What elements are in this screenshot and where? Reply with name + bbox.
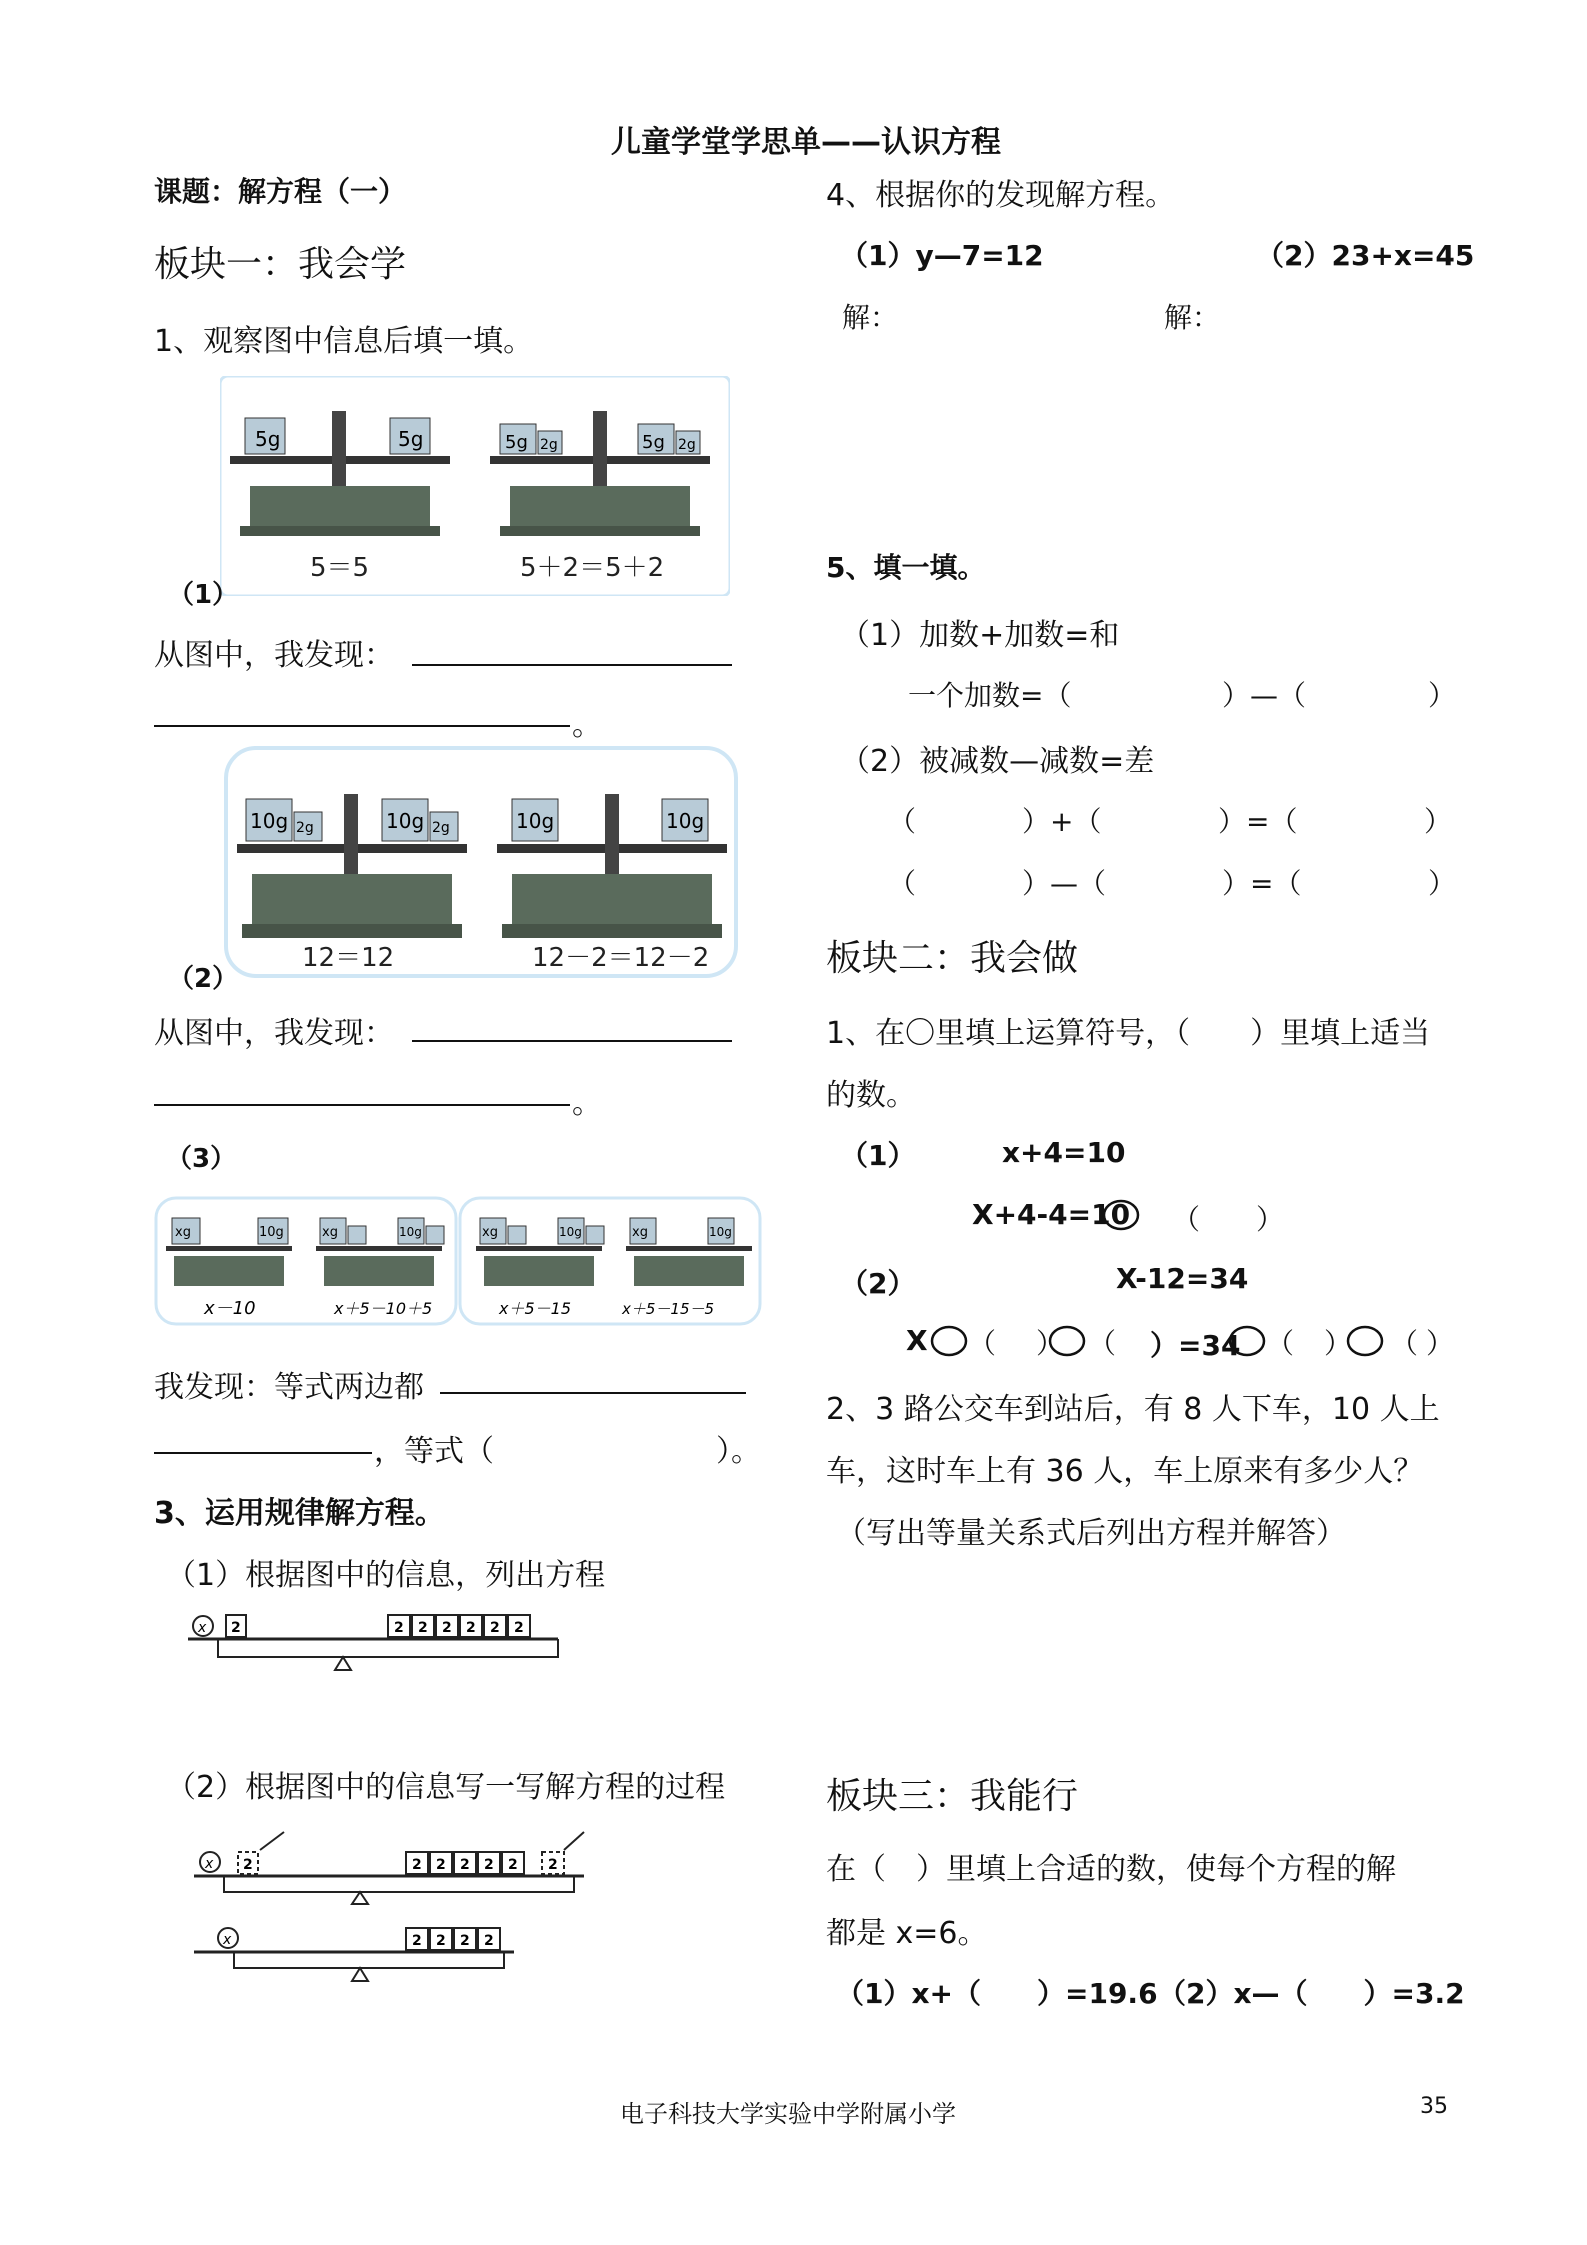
minus-sign: ）—（ [1022,867,1107,900]
p2-paren-close: ） [1036,1327,1065,1360]
answer-blank[interactable] [154,725,570,727]
q5-1b-pre: 一个加数=（ [908,679,1072,712]
operator-circle[interactable] [1102,1198,1142,1232]
svg-text:2g: 2g [432,820,450,836]
p1-eq: x+4=10 [1002,1136,1126,1169]
paren-close: ） [1424,805,1453,838]
answer-blank[interactable] [154,1452,372,1454]
svg-text:x: x [205,1856,214,1872]
topic-label: 课题：解方程（一） [154,175,407,208]
b3-p1: （1）x+（ ）=19.6 [836,1977,1158,2010]
block2-heading: 板块二：我会做 [826,938,1079,979]
b2-q1b: 的数。 [826,1078,916,1113]
svg-text:2: 2 [412,1857,422,1873]
p2-paren-open: （ [968,1327,997,1360]
period: 。 [572,708,602,743]
svg-text:2: 2 [436,1933,446,1949]
b2-q2a: 2、3 路公交车到站后，有 8 人下车，10 人上 [826,1392,1440,1427]
svg-text:5g: 5g [642,432,665,453]
lever-diagram-1 [188,1612,568,1676]
fig1-label: （1） [168,580,239,610]
svg-text:2g: 2g [296,820,314,836]
paren-open: （ [888,805,917,838]
block1-heading: 板块一：我会学 [154,244,407,285]
answer-blank[interactable] [412,1040,732,1042]
p2-paren-open: （ [1088,1327,1117,1360]
q5-1b-end: ） [1428,679,1457,712]
p2-eq: X-12=34 [1116,1262,1249,1295]
find2-label: 从图中，我发现： [154,1016,394,1051]
balance-figure-3 [154,1196,762,1326]
balance-figure-1 [220,376,730,596]
period: 。 [572,1086,602,1121]
page-number: 35 [1420,2094,1448,2119]
svg-text:2g: 2g [540,437,558,453]
fig2-eq-left: 12＝12 [302,943,395,973]
answer-blank[interactable] [440,1392,746,1394]
svg-text:x: x [198,1620,207,1636]
svg-text:5g: 5g [255,427,281,451]
svg-text:2: 2 [418,1620,428,1636]
p2-paren-open: （ [1266,1327,1295,1360]
answer-blank[interactable] [412,664,732,666]
svg-text:5g: 5g [398,427,424,451]
eq-label-post: ）。 [716,1434,761,1469]
svg-text:x＋5－10＋5: x＋5－10＋5 [334,1299,433,1318]
answer-blank[interactable] [154,1104,570,1106]
svg-text:10g: 10g [559,1225,582,1239]
svg-text:10g: 10g [399,1225,422,1239]
b3-p2: （2）x—（ ）=3.2 [1158,1977,1465,2010]
svg-text:xg: xg [632,1225,648,1240]
svg-text:x＋5－15: x＋5－15 [499,1299,572,1318]
b2-q2b: 车，这时车上有 36 人，车上原来有多少人？ [826,1454,1424,1489]
find1-label: 从图中，我发现： [154,638,394,673]
p1-line2: X+4-4=10 [972,1198,1131,1231]
svg-text:xg: xg [322,1225,338,1240]
p2-eq34: ）=34 [1150,1329,1241,1362]
equals-sign: ）=（ [1218,805,1298,838]
svg-text:10g: 10g [516,809,555,833]
svg-text:x: x [223,1932,232,1948]
svg-text:10g: 10g [259,1225,284,1240]
svg-text:2: 2 [460,1857,470,1873]
svg-text:x－10: x－10 [204,1298,256,1319]
svg-text:2: 2 [484,1933,494,1949]
svg-text:2: 2 [514,1620,524,1636]
svg-text:2: 2 [231,1620,241,1636]
svg-text:10g: 10g [250,809,289,833]
fig3-label: （3） [166,1144,237,1174]
equals-sign: ）=（ [1222,867,1302,900]
fig1-eq-right: 5＋2＝5＋2 [520,553,665,583]
q4-text: 4、根据你的发现解方程。 [826,178,1176,213]
operator-circle[interactable] [1228,1324,1268,1358]
svg-text:10g: 10g [709,1225,732,1239]
paren-open: （ [888,867,917,900]
p2-paren-close: ） [1426,1327,1455,1360]
svg-text:2: 2 [466,1620,476,1636]
discover-label: 我发现：等式两边都 [154,1370,424,1405]
p1-paren: （ ） [1172,1203,1285,1236]
svg-text:2: 2 [548,1857,558,1873]
b2-q2c: （写出等量关系式后列出方程并解答） [836,1516,1346,1551]
q4-1: （1）y—7=12 [840,239,1044,272]
svg-text:2: 2 [490,1620,500,1636]
svg-text:10g: 10g [386,809,425,833]
operator-circle[interactable] [930,1324,970,1358]
fig1-eq-left: 5＝5 [310,553,370,583]
svg-text:x＋5－15－5: x＋5－15－5 [622,1300,715,1318]
svg-text:2: 2 [508,1857,518,1873]
svg-text:10g: 10g [666,809,705,833]
jie-label: 解： [1164,301,1221,334]
q4-2: （2）23+x=45 [1256,239,1475,272]
svg-text:2: 2 [243,1857,253,1873]
b3-intro-a: 在（ ）里填上合适的数，使每个方程的解 [826,1852,1396,1887]
q3-1-text: （1）根据图中的信息，列出方程 [166,1558,606,1593]
p2-x: X [906,1324,928,1357]
plus-sign: ）+（ [1022,805,1102,838]
balance-figure-2 [222,744,740,980]
lever-diagram-2 [184,1826,594,1996]
q1-text: 1、观察图中信息后填一填。 [154,324,534,359]
svg-text:2: 2 [460,1933,470,1949]
fig2-eq-right: 12－2＝12－2 [532,943,710,973]
svg-text:2: 2 [442,1620,452,1636]
jie-label: 解： [842,301,899,334]
svg-text:2: 2 [394,1620,404,1636]
svg-text:xg: xg [482,1225,498,1240]
eq-label-pre: ，等式（ [374,1434,494,1469]
svg-text:2g: 2g [678,437,696,453]
p2-paren-open: （ [1390,1327,1419,1360]
q5-1: （1）加数+加数=和 [840,618,1120,653]
b3-intro-b: 都是 x=6。 [826,1916,988,1951]
q3-2-text: （2）根据图中的信息写一写解方程的过程 [166,1770,726,1805]
svg-text:2: 2 [436,1857,446,1873]
q3-text: 3、运用规律解方程。 [154,1496,445,1531]
p2-paren-close: ） [1324,1327,1353,1360]
svg-text:5g: 5g [505,432,528,453]
fig2-label: （2） [168,964,239,994]
p1-label: （1） [840,1139,916,1172]
b2-q1a: 1、在〇里填上运算符号，（ ）里填上适当 [826,1016,1431,1051]
q5-2: （2）被减数—减数=差 [840,744,1155,779]
svg-text:2: 2 [412,1933,422,1949]
svg-text:2: 2 [484,1857,494,1873]
operator-circle[interactable] [1048,1324,1088,1358]
operator-circle[interactable] [1346,1324,1386,1358]
q5-text: 5、填一填。 [826,551,986,584]
p2-label: （2） [840,1267,916,1300]
block3-heading: 板块三：我能行 [826,1776,1079,1817]
footer-school: 电子科技大学实验中学附属小学 [620,2100,956,2128]
q5-1b-mid: ）—（ [1222,679,1307,712]
svg-text:xg: xg [175,1225,191,1240]
page-title: 儿童学堂学思单——认识方程 [611,125,1001,160]
paren-close: ） [1428,867,1457,900]
